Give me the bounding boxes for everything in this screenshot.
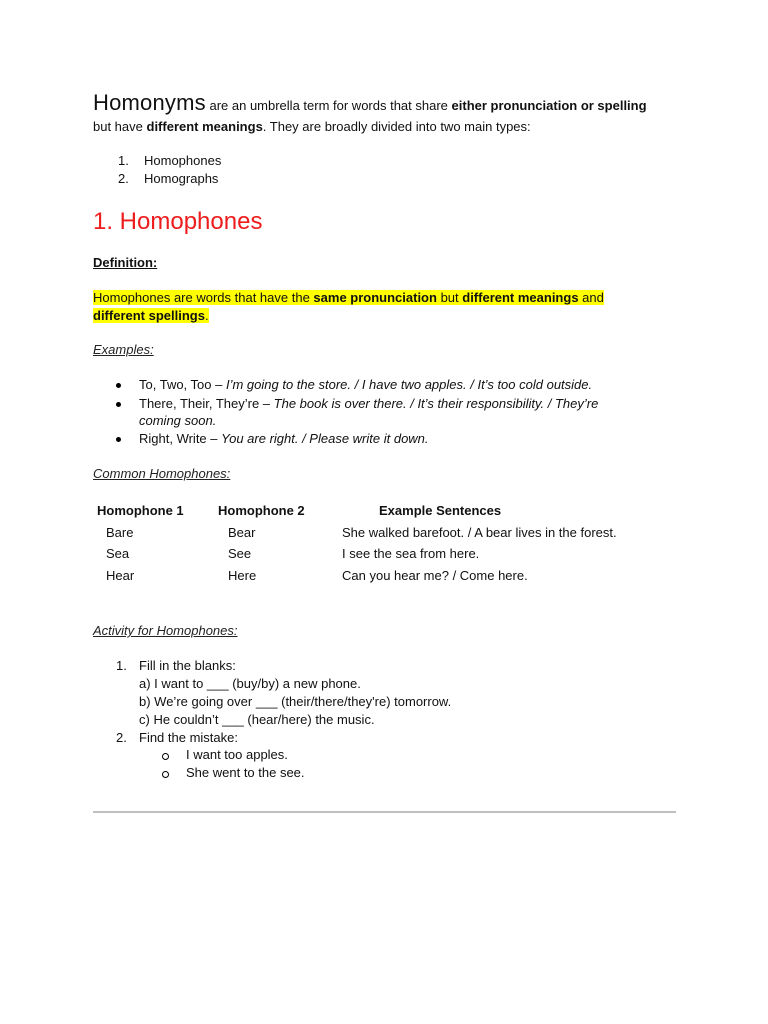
table-header-example-sentences: Example Sentences (379, 503, 502, 518)
type-label: Homophones (144, 153, 222, 168)
intro-bold-b: different meanings (146, 119, 263, 134)
activity-title-line (139, 730, 238, 745)
example-words: There, Their, They’re (139, 396, 260, 411)
activity-question: I want too apples. (186, 747, 288, 762)
table-cell: Here (228, 568, 257, 583)
example-sentence: I’m going to the store. / I have two apples. / It’s too cold outside. (225, 377, 593, 392)
activity-label: Activity for Homophones: (93, 623, 238, 638)
table-cell: She walked barefoot. / A bear lives in the forest. (342, 525, 617, 540)
section-heading: 1. Homophones (93, 208, 263, 235)
intro-text-a: are an umbrella term for words that share (205, 98, 452, 113)
intro-text-c: . They are broadly divided into two main types: (262, 119, 531, 134)
table-cell: Sea (106, 546, 130, 561)
definition-line-1 (93, 289, 604, 307)
table-cell: Bear (228, 525, 256, 540)
activity-title-line (139, 658, 236, 673)
bullet-icon (116, 383, 121, 388)
table-cell: Can you hear me? / Come here. (342, 568, 528, 583)
intro-line-1 (93, 90, 647, 116)
example-words: Right, Write (139, 431, 207, 446)
definition-label: Definition: (93, 255, 158, 270)
table-cell: Bare (106, 525, 134, 540)
circle-bullet-icon (162, 753, 169, 760)
table-cell: See (228, 546, 252, 561)
example-sentence: The book is over there. / It’s their responsibility. / They’re (273, 396, 599, 411)
activity-title: Fill in the blanks (139, 658, 233, 673)
intro-line-2 (93, 118, 531, 136)
definition-text-a: Homophones are words that have the (93, 290, 314, 305)
bullet-icon (116, 437, 121, 442)
type-number: 2. (118, 171, 129, 186)
example-item (139, 395, 598, 413)
intro-text-b: but have (93, 119, 147, 134)
examples-label: Examples: (93, 342, 154, 357)
definition-bold-a: same pronunciation (313, 290, 437, 305)
activity-question: c) He couldn’t ___ (hear/here) the music. (139, 712, 375, 727)
activity-colon: : (232, 658, 236, 673)
horizontal-rule (93, 811, 676, 813)
definition-text-b: but (436, 290, 463, 305)
example-item (139, 376, 592, 394)
table-header-homophone-1: Homophone 1 (97, 503, 184, 518)
definition-text-c: and (578, 290, 604, 305)
activity-colon: : (234, 730, 238, 745)
definition-line-2 (93, 307, 209, 325)
circle-bullet-icon (162, 771, 169, 778)
activity-number: 2. (116, 730, 127, 745)
intro-bold-a: either pronunciation or spelling (451, 98, 647, 113)
activity-number: 1. (116, 658, 127, 673)
example-dash: – (211, 377, 226, 392)
example-words: To, Two, Too (139, 377, 212, 392)
example-dash: – (259, 396, 274, 411)
table-cell: Hear (106, 568, 135, 583)
activity-question: b) We’re going over ___ (their/there/they're) tomorrow. (139, 694, 452, 709)
definition-bold-b: different meanings (462, 290, 579, 305)
type-number: 1. (118, 153, 129, 168)
example-sentence: You are right. / Please write it down. (221, 431, 429, 446)
activity-question: She went to the see. (186, 765, 305, 780)
definition-bold-c: different spellings (93, 308, 205, 323)
intro-term: Homonyms (93, 90, 206, 115)
type-label: Homographs (144, 171, 219, 186)
common-homophones-label: Common Homophones: (93, 466, 231, 481)
example-item (139, 430, 429, 448)
table-header-homophone-2: Homophone 2 (218, 503, 305, 518)
example-dash: – (206, 431, 222, 446)
bullet-icon (116, 402, 121, 407)
example-sentence-continued: coming soon. (139, 413, 217, 428)
activity-question: a) I want to ___ (buy/by) a new phone. (139, 676, 361, 691)
table-cell: I see the sea from here. (342, 546, 480, 561)
activity-title: Find the mistake (139, 730, 235, 745)
definition-text-d: . (204, 308, 209, 323)
